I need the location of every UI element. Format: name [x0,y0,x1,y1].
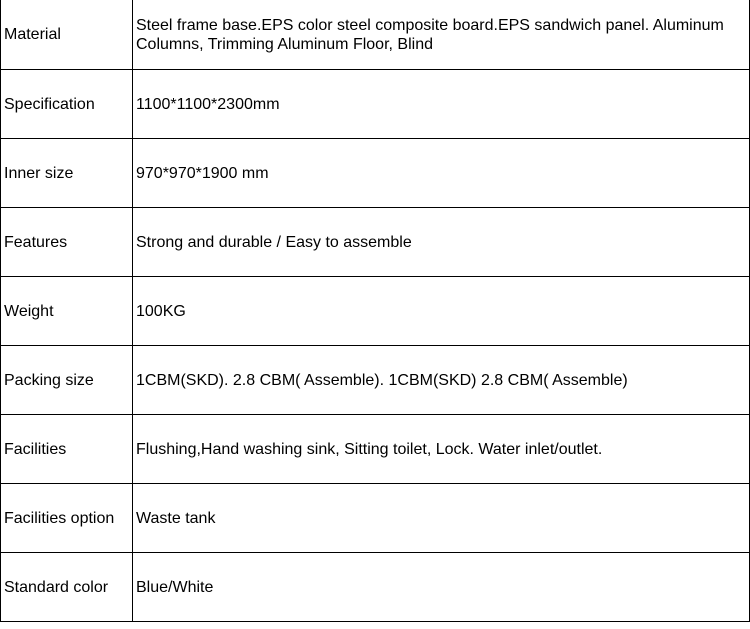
row-value-material: Steel frame base.EPS color steel composite board.EPS sandwich panel. Aluminum Columns, Trimming Aluminum Floor, Blind [133,0,750,70]
table-row [1,139,750,208]
row-value-standard-color: Blue/White [133,553,750,622]
row-value-packing-size: 1CBM(SKD). 2.8 CBM( Assemble). 1CBM(SKD) 2.8 CBM( Assemble) [133,346,750,415]
table-row [1,484,750,553]
row-value-facilities-option: Waste tank [133,484,750,553]
row-label-features: Features [1,208,133,277]
row-value-specification: 1100*1100*2300mm [133,70,750,139]
row-value-features: Strong and durable / Easy to assemble [133,208,750,277]
row-label-specification: Specification [1,70,133,139]
row-value-facilities: Flushing,Hand washing sink, Sitting toilet, Lock. Water inlet/outlet. [133,415,750,484]
row-value-weight: 100KG [133,277,750,346]
row-label-inner-size: Inner size [1,139,133,208]
table-row [1,277,750,346]
row-label-facilities: Facilities [1,415,133,484]
row-label-weight: Weight [1,277,133,346]
table-row [1,346,750,415]
table-row [1,0,750,70]
table-row [1,553,750,622]
table-row [1,208,750,277]
table-row [1,70,750,139]
table-row [1,415,750,484]
row-label-packing-size: Packing size [1,346,133,415]
row-label-standard-color: Standard color [1,553,133,622]
row-value-inner-size: 970*970*1900 mm [133,139,750,208]
row-label-material: Material [1,0,133,70]
row-label-facilities-option: Facilities option [1,484,133,553]
